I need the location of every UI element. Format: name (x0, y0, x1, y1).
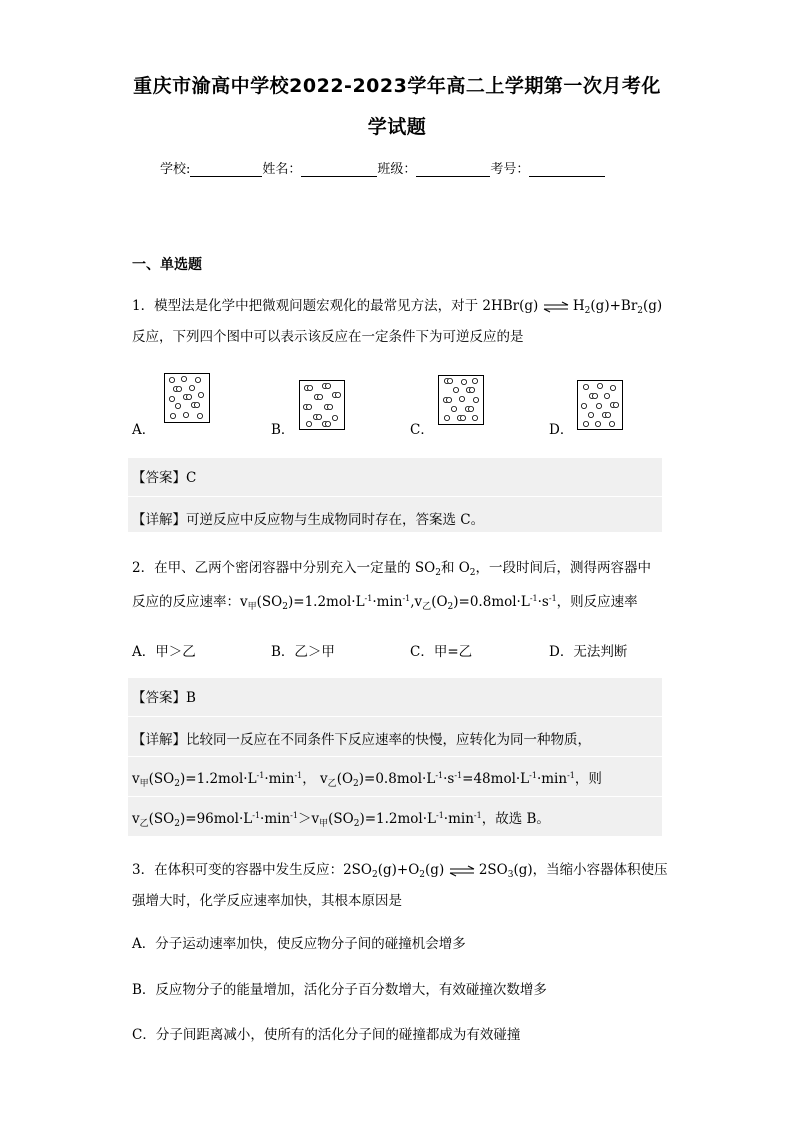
student-info (160, 158, 605, 177)
superscript: -1 (548, 594, 557, 603)
page-title: 重庆市渝高中学校2022-2023学年高二上学期第一次月考化 (133, 75, 661, 97)
q1-option-b: B． (271, 422, 295, 438)
subscript: 2 (372, 870, 378, 880)
subscript: 2 (435, 568, 441, 578)
q3-line1 (132, 858, 668, 880)
q1-text: 1．模型法是化学中把微观问题宏观化的最常见方法，对于 2HBr(g) (132, 298, 539, 314)
subscript: 甲 (247, 602, 257, 612)
q2-answer: 【答案】B (132, 690, 196, 706)
q3-option-c: C．分子间距离减小，使所有的活化分子间的碰撞都成为有效碰撞 (132, 1027, 521, 1043)
superscript: -1 (435, 771, 444, 780)
subscript: 2 (419, 870, 426, 880)
superscript: -1 (567, 771, 575, 780)
q2-detail-line2 (132, 767, 602, 789)
q1-option-a: A． (132, 422, 156, 438)
subscript: 甲 (139, 779, 149, 789)
q2-text: ·s (537, 594, 549, 610)
subscript: 2 (353, 819, 360, 829)
subscript: 2 (447, 602, 454, 612)
q2-text: )=1.2mol·L (179, 771, 257, 787)
subscript: 乙 (422, 602, 432, 612)
superscript: -1 (252, 811, 261, 820)
particle-diagram-a (164, 373, 210, 423)
q3-text: (g)+O (377, 862, 420, 878)
superscript: -1 (454, 771, 463, 780)
q2-option-a: A．甲＞乙 (132, 644, 196, 660)
q2-detail-line3 (132, 807, 550, 829)
q2-text: =48mol·L (462, 771, 530, 787)
subscript: 2 (282, 602, 288, 612)
subscript: 乙 (327, 779, 337, 789)
q2-text: ·min (264, 771, 295, 787)
q3-option-b: B．反应物分子的能量增加，活化分子百分数增大，有效碰撞次数增多 (132, 982, 547, 998)
page-title-line2: 学试题 (367, 116, 427, 138)
q1-br: (g)+Br (590, 298, 638, 314)
q2-text: (O (431, 594, 448, 610)
q2-detail: 【详解】比较同一反应在不同条件下反应速率的快慢，应转化为同一种物质， (132, 732, 591, 748)
superscript: -1 (473, 811, 482, 820)
q2-text: ·min (443, 811, 474, 827)
q2-text: ·min (372, 594, 403, 610)
q2-text: ，故选 B。 (481, 811, 550, 827)
q3-line2: 强增大时，化学反应速率加快，其根本原因是 (132, 893, 402, 909)
q2-text: ，则 (574, 771, 602, 787)
superscript: -1 (436, 811, 444, 820)
q2-text: )=0.8mol·L (453, 594, 530, 610)
q1-h2: H (572, 298, 585, 314)
q1-option-d: D． (549, 422, 574, 438)
q2-text: 反应的反应速率：v (132, 594, 248, 610)
subscript: 乙 (139, 819, 149, 829)
q2-text: 和 O (440, 560, 470, 576)
divider (128, 756, 662, 757)
subscript: 2 (584, 306, 591, 316)
divider (128, 716, 662, 717)
class-label: 班级： (377, 162, 417, 177)
q2-text: 2．在甲、乙两个密闭容器中分别充入一定量的 SO (132, 560, 436, 576)
particle-diagram-b (299, 380, 345, 430)
subscript: 2 (174, 819, 180, 829)
q2-text: )=1.2mol·L (287, 594, 365, 610)
q1-answer: 【答案】C (132, 470, 197, 486)
superscript: -1 (529, 771, 537, 780)
section-title: 一、单选题 (132, 257, 202, 273)
subscript: 2 (469, 568, 476, 578)
subscript: 2 (353, 779, 359, 789)
q3-text: 3．在体积可变的容器中发生反应：2SO (132, 862, 372, 878)
q2-text: (SO (328, 811, 354, 827)
q1-line1 (132, 294, 662, 316)
q2-option-b: B．乙＞甲 (271, 644, 335, 660)
school-label: 学校: (160, 162, 191, 177)
exam-number-label: 考号： (490, 162, 530, 177)
q2-text: ·s (443, 771, 455, 787)
q1-detail: 【详解】可逆反应中反应物与生成物同时存在，答案选 C。 (132, 512, 485, 528)
subscript: 2 (174, 779, 180, 789)
q1-g: (g) (643, 298, 663, 314)
subscript: 甲 (319, 819, 329, 829)
q3-text: (g)，当缩小容器体积使压 (513, 862, 668, 878)
subscript: 2 (637, 306, 644, 316)
divider (128, 796, 662, 797)
school-blank (190, 162, 262, 177)
reversible-arrow-icon (449, 865, 475, 877)
q1-option-c: C． (410, 422, 434, 438)
q2-text: ·min (536, 771, 568, 787)
name-label: 姓名： (262, 162, 302, 177)
q2-text: ·min (260, 811, 291, 827)
superscript: -1 (529, 594, 538, 603)
q2-text: ， v (302, 771, 328, 787)
q3-text: 2SO (478, 862, 508, 878)
subscript: 3 (507, 870, 514, 880)
q2-option-d: D．无法判断 (549, 644, 628, 660)
q2-text: v (132, 771, 140, 787)
q2-text: (SO (148, 771, 175, 787)
q3-option-a: A．分子运动速率加快，使反应物分子间的碰撞机会增多 (132, 936, 466, 952)
reversible-arrow-icon (543, 301, 569, 313)
q2-option-c: C．甲=乙 (410, 644, 473, 660)
q2-text: ,v (410, 594, 423, 610)
q2-text: )=1.2mol·L (359, 811, 436, 827)
q2-text: (O (336, 771, 354, 787)
q2-text: (SO (256, 594, 283, 610)
exam-number-blank (529, 162, 605, 177)
class-blank (416, 162, 490, 177)
superscript: -1 (294, 771, 303, 780)
q1-line2: 反应，下列四个图中可以表示该反应在一定条件下为可逆反应的是 (132, 329, 524, 345)
q2-text: ，则反应速率 (556, 594, 638, 610)
q2-text: )=0.8mol·L (358, 771, 436, 787)
q2-line1 (132, 556, 651, 578)
q3-text: (g) (425, 862, 445, 878)
name-blank (301, 162, 377, 177)
particle-diagram-c (438, 375, 484, 425)
superscript: -1 (402, 594, 411, 603)
q2-line2 (132, 590, 638, 612)
superscript: -1 (256, 771, 265, 780)
q2-text: v (132, 811, 140, 827)
q2-text: ＞v (297, 811, 320, 827)
q2-text: ，一段时间后，测得两容器中 (475, 560, 652, 576)
particle-diagram-d (577, 380, 623, 430)
q2-text: )=96mol·L (179, 811, 253, 827)
q2-text: (SO (148, 811, 175, 827)
superscript: -1 (290, 811, 298, 820)
superscript: -1 (364, 594, 373, 603)
divider (128, 496, 662, 497)
